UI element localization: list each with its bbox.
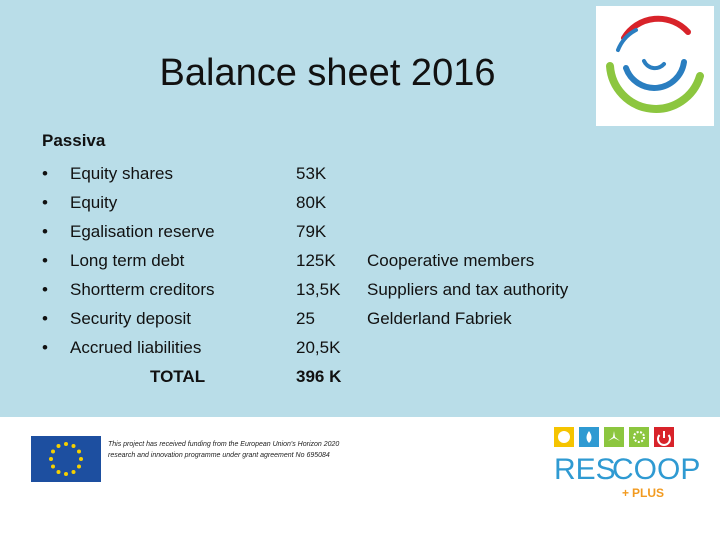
total-value: 396 K [296, 367, 342, 386]
bullet: • [42, 222, 48, 241]
flower-icon [629, 427, 649, 447]
list-item [42, 188, 662, 217]
item-note: Gelderland Fabriek [367, 309, 512, 328]
list-item [42, 333, 662, 362]
wind-icon [604, 427, 624, 447]
item-label: Long term debt [70, 251, 185, 270]
bullet: • [42, 251, 48, 270]
svg-text:PLUS: PLUS [632, 486, 665, 500]
svg-text:COOP: COOP [612, 453, 701, 486]
svg-text:+: + [622, 486, 630, 500]
swirl-logo [596, 6, 714, 126]
bullet: • [42, 193, 48, 212]
bullet: • [42, 309, 48, 328]
item-value: 13,5K [296, 280, 341, 299]
item-value: 53K [296, 164, 327, 183]
item-label: Shortterm creditors [70, 280, 215, 299]
rescoop-plus-logo [552, 425, 701, 510]
water-drop-icon [579, 427, 599, 447]
item-value: 79K [296, 222, 327, 241]
item-label: Equity shares [70, 164, 173, 183]
item-note: Cooperative members [367, 251, 535, 270]
bullet: • [42, 280, 48, 299]
page-title: Balance sheet 2016 [159, 52, 496, 94]
bullet: • [42, 338, 48, 357]
power-icon [654, 427, 674, 447]
item-value: 125K [296, 251, 336, 270]
item-label: Egalisation reserve [70, 222, 215, 241]
item-value: 25 [296, 309, 315, 328]
item-label: Equity [70, 193, 118, 212]
list-item [42, 159, 662, 188]
list-item [42, 217, 662, 246]
balance-list [42, 159, 662, 391]
item-value: 20,5K [296, 338, 341, 357]
svg-text:RES: RES [554, 453, 616, 486]
item-label: Accrued liabilities [70, 338, 202, 357]
item-value: 80K [296, 193, 327, 212]
list-item [42, 246, 662, 275]
sun-icon [554, 427, 574, 447]
total-row [42, 362, 662, 391]
list-item [42, 304, 662, 333]
eu-flag [31, 436, 101, 487]
footer-banner [0, 417, 720, 540]
funding-statement: This project has received funding from the European Union's Horizon 2020 research and innovation programme under grant agreement No 695084 [108, 441, 340, 459]
item-label: Security deposit [70, 309, 191, 328]
list-item [42, 275, 662, 304]
item-note: Suppliers and tax authority [367, 280, 569, 299]
section-heading: Passiva [42, 131, 106, 150]
bullet: • [42, 164, 48, 183]
total-label: TOTAL [150, 367, 206, 386]
